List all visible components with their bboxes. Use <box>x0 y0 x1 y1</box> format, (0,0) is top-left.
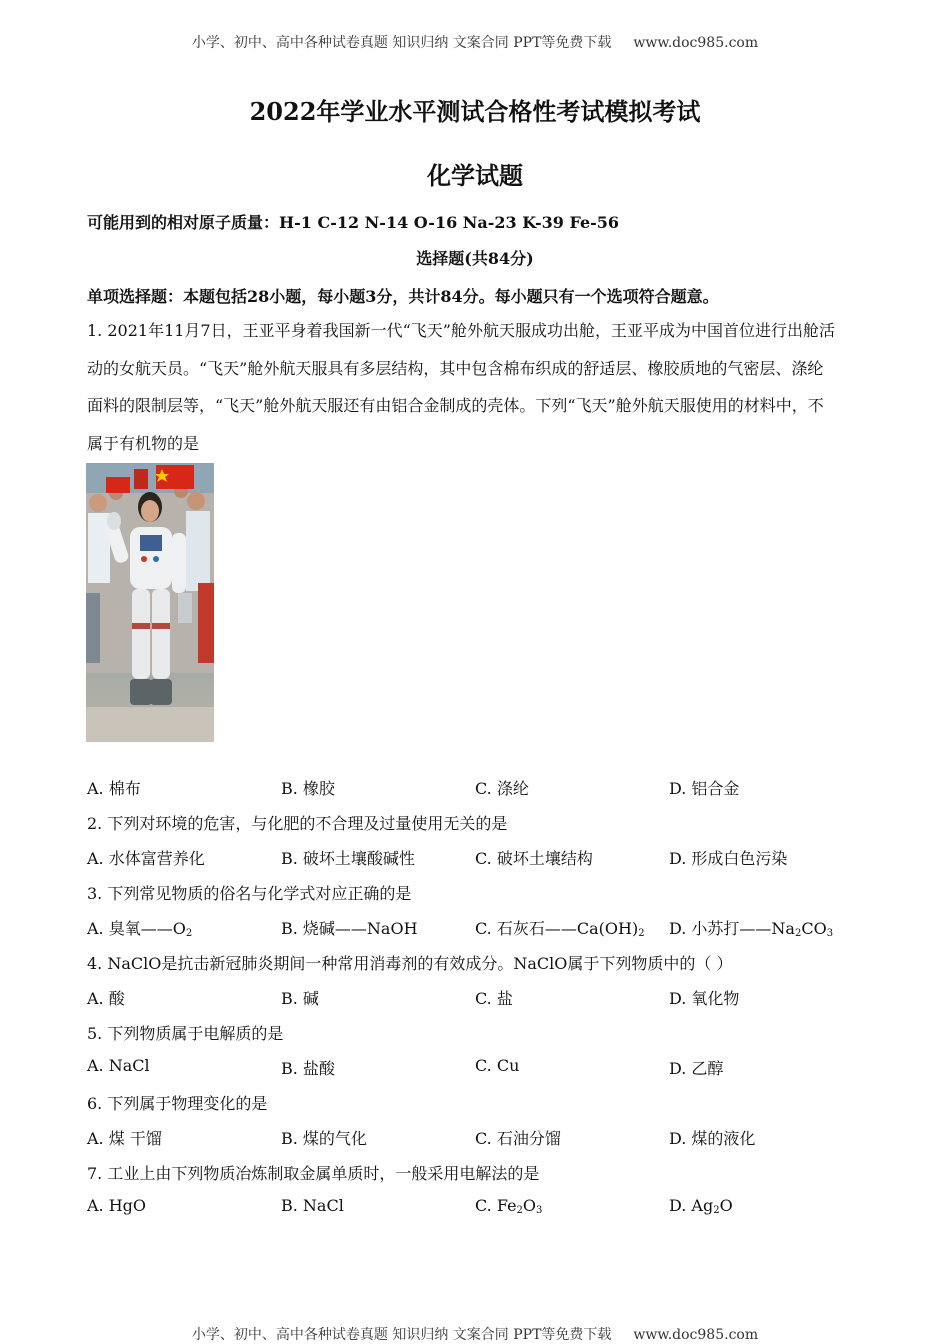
page-footer <box>0 1324 950 1344</box>
q4-option-c[interactable]: C. 盐 <box>475 989 513 1008</box>
formula-sub: 3 <box>826 928 834 939</box>
exam-title: 2022年学业水平测试合格性考试模拟考试 <box>249 97 701 126</box>
question-5-stem: 5. 下列物质属于电解质的是 <box>87 1024 284 1043</box>
formula-sub: 3 <box>536 1205 543 1216</box>
formula-text: C. 石灰石——Ca(OH) <box>475 919 639 938</box>
q6-option-c[interactable]: C. 石油分馏 <box>475 1129 561 1148</box>
q4-option-a[interactable]: A. 酸 <box>87 989 125 1008</box>
exam-subtitle: 化学试题 <box>427 161 523 190</box>
q7-option-d[interactable] <box>669 1196 733 1216</box>
formula-sub: 2 <box>185 928 193 939</box>
q4-option-d[interactable]: D. 氧化物 <box>669 989 740 1008</box>
formula-sub: 2 <box>638 928 645 939</box>
q5-option-c[interactable]: C. Cu <box>475 1056 520 1075</box>
q1-option-c[interactable]: C. 涤纶 <box>475 779 529 798</box>
q5-option-a[interactable]: A. NaCl <box>87 1056 150 1075</box>
question-4-stem: 4. NaClO是抗击新冠肺炎期间一种常用消毒剂的有效成分。NaClO属于下列物质中的（ ） <box>87 954 733 973</box>
q1-option-d[interactable]: D. 铝合金 <box>669 779 740 798</box>
q6-option-b[interactable]: B. 煤的气化 <box>281 1129 367 1148</box>
formula-sub: 2 <box>713 1205 720 1216</box>
q5-option-d[interactable]: D. 乙醇 <box>669 1059 724 1078</box>
header-text: 小学、初中、高中各种试卷真题 知识归纳 文案合同 PPT等免费下载 <box>191 35 612 51</box>
formula-text: O <box>522 1196 537 1215</box>
question-3-stem: 3. 下列常见物质的俗名与化学式对应正确的是 <box>87 884 412 903</box>
section-title: 选择题(共84分) <box>416 249 534 268</box>
q3-option-c[interactable] <box>475 916 645 939</box>
q1-option-b[interactable]: B. 橡胶 <box>281 779 335 798</box>
q2-option-a[interactable]: A. 水体富营养化 <box>87 849 205 868</box>
formula-text: O <box>719 1196 733 1215</box>
q3-option-a[interactable] <box>87 916 192 939</box>
q2-option-c[interactable]: C. 破坏土壤结构 <box>475 849 593 868</box>
question-1-stem <box>87 312 867 462</box>
q2-option-d[interactable]: D. 形成白色污染 <box>669 849 788 868</box>
formula-sub: 2 <box>516 1205 523 1216</box>
q1-option-a[interactable]: A. 棉布 <box>87 779 141 798</box>
q1-line: 属于有机物的是 <box>87 433 200 453</box>
q3-option-d[interactable] <box>669 916 833 939</box>
q5-option-b[interactable]: B. 盐酸 <box>281 1059 335 1078</box>
formula-sub: 2 <box>794 928 802 939</box>
q3-option-b[interactable] <box>281 916 418 939</box>
footer-text: 小学、初中、高中各种试卷真题 知识归纳 文案合同 PPT等免费下载 <box>191 1327 612 1343</box>
question-2-stem: 2. 下列对环境的危害，与化肥的不合理及过量使用无关的是 <box>87 814 508 833</box>
formula-text: D. 小苏打——Na <box>669 919 795 938</box>
q7-option-b[interactable] <box>281 1196 344 1215</box>
q2-option-b[interactable]: B. 破坏土壤酸碱性 <box>281 849 415 868</box>
q4-option-b[interactable]: B. 碱 <box>281 989 319 1008</box>
q7-option-a[interactable] <box>87 1196 146 1215</box>
formula-text: A. HgO <box>87 1196 147 1215</box>
q6-option-a[interactable]: A. 煤 干馏 <box>87 1129 162 1148</box>
astronaut-photo <box>86 463 214 742</box>
footer-site[interactable]: www.doc985.com <box>633 1327 759 1343</box>
page-header <box>0 32 950 52</box>
section-instruction: 单项选择题：本题包括28小题，每小题3分，共计84分。每小题只有一个选项符合题意。 <box>87 287 719 306</box>
q1-line: 1. 2021年11月7日，王亚平身着我国新一代“飞天”舱外航天服成功出舱，王亚平成为中国首位进行出舱活 <box>87 321 835 340</box>
q1-line: 动的女航天员。“飞天”舱外航天服具有多层结构，其中包含棉布织成的舒适层、橡胶质地的气密层、涤纶 <box>87 358 824 378</box>
question-6-stem: 6. 下列属于物理变化的是 <box>87 1094 268 1113</box>
formula-text: CO <box>801 919 827 938</box>
atomic-masses: 可能用到的相对原子质量：H-1 C-12 N-14 O-16 Na-23 K-39 Fe-56 <box>87 213 620 232</box>
q7-option-c[interactable] <box>475 1196 542 1216</box>
formula-text: C. Fe <box>475 1196 517 1215</box>
q1-line: 面料的限制层等，“飞天”舱外航天服还有由铝合金制成的壳体。下列“飞天”舱外航天服使用的材料中，不 <box>87 396 824 415</box>
formula-text: B. 烧碱——NaOH <box>281 919 418 938</box>
formula-text: D. Ag <box>669 1196 714 1215</box>
question-7-stem: 7. 工业上由下列物质冶炼制取金属单质时，一般采用电解法的是 <box>87 1164 540 1183</box>
q6-option-d[interactable]: D. 煤的液化 <box>669 1129 756 1148</box>
formula-text: B. NaCl <box>281 1196 344 1215</box>
formula-text: A. 臭氧——O <box>87 919 186 938</box>
header-site[interactable]: www.doc985.com <box>633 35 759 51</box>
